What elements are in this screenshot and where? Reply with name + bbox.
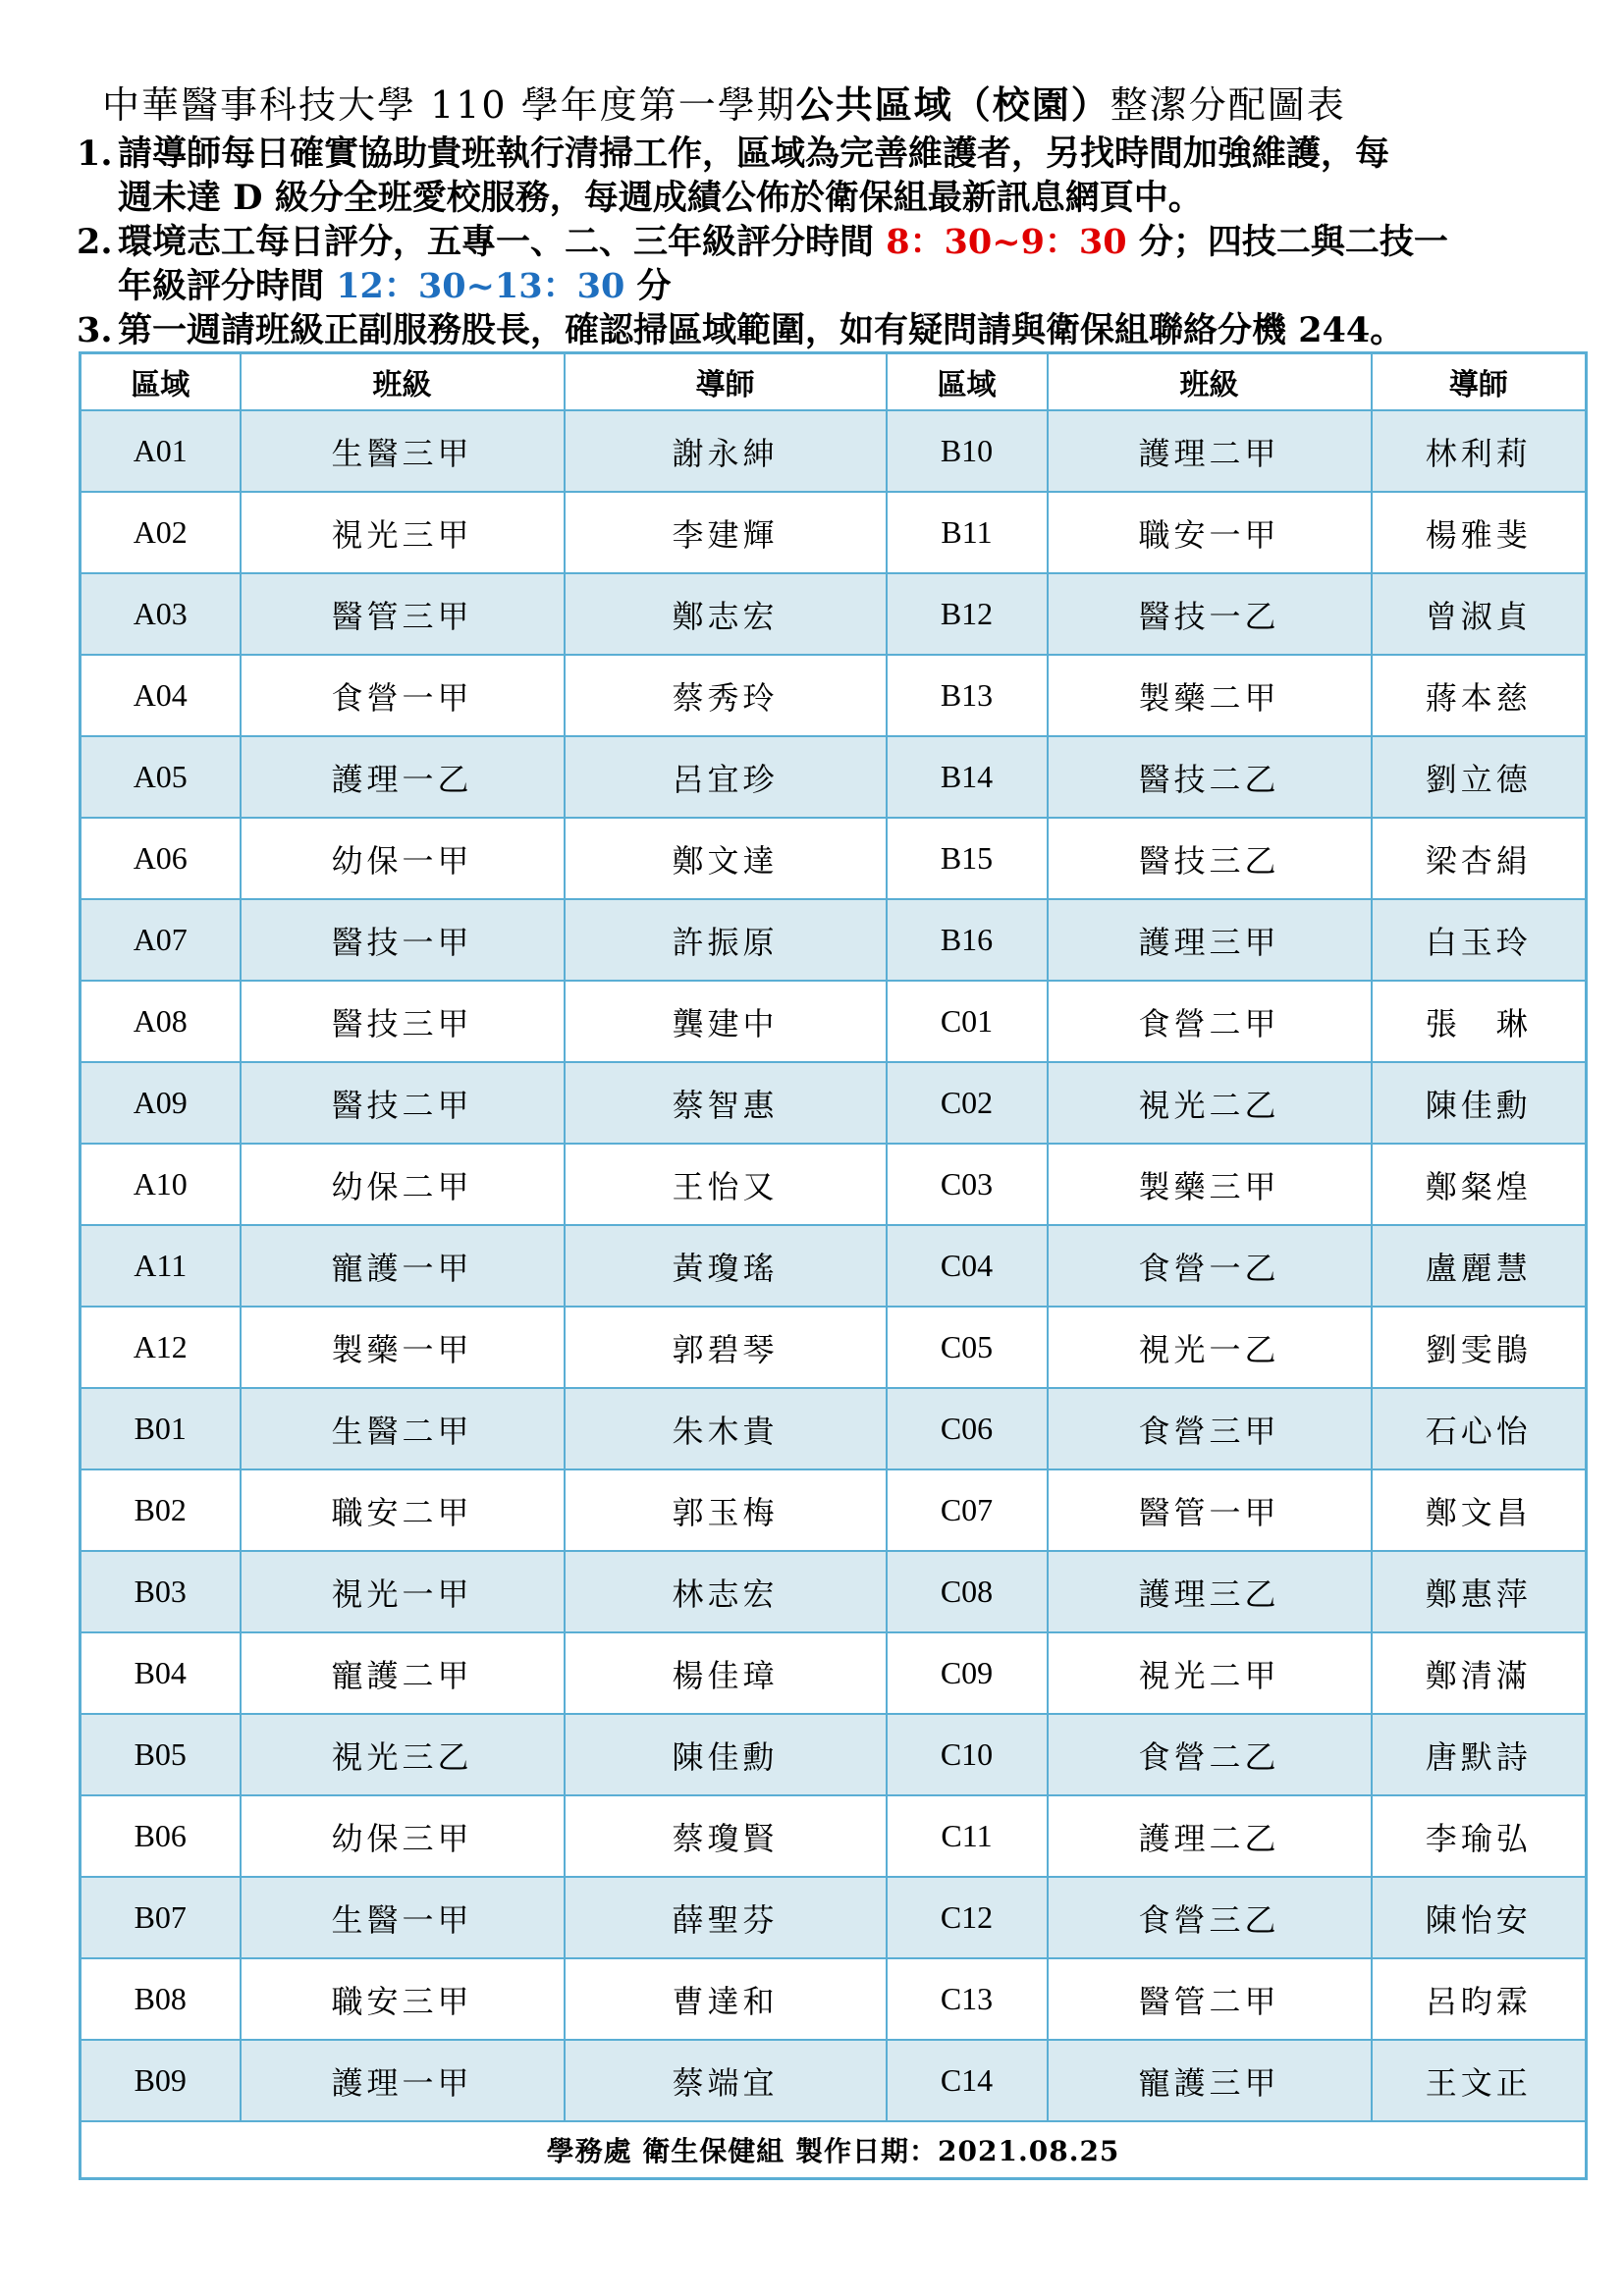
cell-area: A09: [81, 1062, 241, 1144]
cell-teacher: 楊佳璋: [565, 1632, 887, 1714]
header-class: 班級: [241, 353, 565, 411]
cell-teacher: 曹達和: [565, 1958, 887, 2040]
cell-teacher: 呂宜珍: [565, 736, 887, 818]
cell-teacher: 陳佳勳: [565, 1714, 887, 1795]
instruction-text: 分；四技二與二技一: [1126, 222, 1448, 262]
table-row: [81, 1551, 1587, 1632]
cell-class: 視光二甲: [1048, 1632, 1372, 1714]
cell-teacher: 劉立德: [1372, 736, 1587, 818]
cell-teacher: 鄭志宏: [565, 573, 887, 655]
cell-teacher: 唐默詩: [1372, 1714, 1587, 1795]
cell-teacher: 謝永紳: [565, 410, 887, 492]
cell-class: 食營三甲: [1048, 1388, 1372, 1469]
cell-class: 護理二甲: [1048, 410, 1372, 492]
cell-area: B05: [81, 1714, 241, 1795]
cell-class: 食營二甲: [1048, 981, 1372, 1062]
cell-area: B10: [887, 410, 1048, 492]
cell-teacher: 許振原: [565, 899, 887, 981]
cell-area: C12: [887, 1877, 1048, 1958]
cell-teacher: 蔡智惠: [565, 1062, 887, 1144]
cell-teacher: 蔡端宜: [565, 2040, 887, 2121]
cell-class: 食營二乙: [1048, 1714, 1372, 1795]
cell-area: B13: [887, 655, 1048, 736]
cell-class: 製藥二甲: [1048, 655, 1372, 736]
cell-area: B15: [887, 818, 1048, 899]
cell-area: A11: [81, 1225, 241, 1307]
cell-teacher: 盧麗慧: [1372, 1225, 1587, 1307]
cell-class: 護理一乙: [241, 736, 565, 818]
cell-class: 寵護二甲: [241, 1632, 565, 1714]
table-body: [81, 410, 1587, 2121]
cell-teacher: 蔡秀玲: [565, 655, 887, 736]
cell-teacher: 蔣本慈: [1372, 655, 1587, 736]
table-row: [81, 1714, 1587, 1795]
cell-area: C14: [887, 2040, 1048, 2121]
cell-class: 食營一甲: [241, 655, 565, 736]
cell-class: 視光一乙: [1048, 1307, 1372, 1388]
cell-area: C04: [887, 1225, 1048, 1307]
cell-teacher: 鄭清滿: [1372, 1632, 1587, 1714]
table-row: [81, 1877, 1587, 1958]
table-row: [81, 736, 1587, 818]
instruction-number: 3.: [77, 310, 113, 350]
cell-area: C01: [887, 981, 1048, 1062]
cleaning-assignment-table: [79, 351, 1588, 2180]
cell-teacher: 李瑜弘: [1372, 1795, 1587, 1877]
cell-class: 幼保一甲: [241, 818, 565, 899]
cell-area: C03: [887, 1144, 1048, 1225]
cell-area: B02: [81, 1469, 241, 1551]
cell-area: B09: [81, 2040, 241, 2121]
cell-class: 護理二乙: [1048, 1795, 1372, 1877]
cell-area: B04: [81, 1632, 241, 1714]
cell-area: A01: [81, 410, 241, 492]
cell-area: C08: [887, 1551, 1048, 1632]
cell-area: A05: [81, 736, 241, 818]
cell-class: 職安二甲: [241, 1469, 565, 1551]
table-row: [81, 899, 1587, 981]
cell-teacher: 張 琳: [1372, 981, 1587, 1062]
cell-area: A02: [81, 492, 241, 573]
cell-area: B16: [887, 899, 1048, 981]
grading-time-junior: 8：30~9：30: [886, 222, 1127, 262]
instruction-3: [77, 308, 1579, 352]
cell-class: 視光三甲: [241, 492, 565, 573]
table-row: [81, 1632, 1587, 1714]
table-row: [81, 1958, 1587, 2040]
cell-teacher: 薛聖芬: [565, 1877, 887, 1958]
instruction-text: 環境志工每日評分，五專一、二、三年級評分時間: [118, 222, 887, 262]
cell-class: 寵護一甲: [241, 1225, 565, 1307]
cell-area: B08: [81, 1958, 241, 2040]
cell-class: 職安一甲: [1048, 492, 1372, 573]
cell-area: B12: [887, 573, 1048, 655]
cell-teacher: 李建輝: [565, 492, 887, 573]
cell-area: A04: [81, 655, 241, 736]
cell-class: 製藥一甲: [241, 1307, 565, 1388]
cell-class: 寵護三甲: [1048, 2040, 1372, 2121]
cell-area: C09: [887, 1632, 1048, 1714]
cell-class: 幼保三甲: [241, 1795, 565, 1877]
instructions: [77, 132, 1579, 352]
cell-teacher: 鄭惠萍: [1372, 1551, 1587, 1632]
cell-teacher: 郭碧琴: [565, 1307, 887, 1388]
header-area: 區域: [887, 353, 1048, 411]
cell-teacher: 林利莉: [1372, 410, 1587, 492]
table-row: [81, 2040, 1587, 2121]
table-row: [81, 1795, 1587, 1877]
title-emphasis: 公共區域（校園）: [795, 82, 1110, 127]
instruction-1: [77, 132, 1579, 220]
cell-teacher: 林志宏: [565, 1551, 887, 1632]
cell-class: 醫管一甲: [1048, 1469, 1372, 1551]
cell-area: B06: [81, 1795, 241, 1877]
instruction-text: 請導師每日確實協助貴班執行清掃工作，區域為完善維護者，另找時間加強維護，每: [118, 133, 1390, 174]
cell-class: 生醫一甲: [241, 1877, 565, 1958]
header-area: 區域: [81, 353, 241, 411]
cell-area: A06: [81, 818, 241, 899]
cell-area: C06: [887, 1388, 1048, 1469]
table-row: [81, 655, 1587, 736]
cell-class: 視光三乙: [241, 1714, 565, 1795]
cell-class: 醫技二甲: [241, 1062, 565, 1144]
page-title: [102, 82, 1555, 128]
table-footer: 學務處 衛生保健組 製作日期：2021.08.25: [81, 2121, 1587, 2179]
table-row: [81, 1144, 1587, 1225]
table-row: [81, 492, 1587, 573]
cell-class: 製藥三甲: [1048, 1144, 1372, 1225]
cell-area: B11: [887, 492, 1048, 573]
cell-class: 護理三甲: [1048, 899, 1372, 981]
cell-area: C11: [887, 1795, 1048, 1877]
cell-area: A10: [81, 1144, 241, 1225]
cell-area: A08: [81, 981, 241, 1062]
instruction-text: 週未達 D 級分全班愛校服務，每週成績公佈於衛保組最新訊息網頁中。: [118, 178, 1203, 218]
title-prefix: 中華醫事科技大學 110 學年度第一學期: [102, 83, 796, 127]
cell-class: 醫技三甲: [241, 981, 565, 1062]
grading-time-senior: 12：30~13：30: [336, 266, 625, 306]
instruction-text: 年級評分時間: [118, 266, 337, 306]
cell-teacher: 蔡瓊賢: [565, 1795, 887, 1877]
cell-class: 食營一乙: [1048, 1225, 1372, 1307]
cell-teacher: 曾淑貞: [1372, 573, 1587, 655]
cell-area: B14: [887, 736, 1048, 818]
cell-teacher: 鄭文達: [565, 818, 887, 899]
header-teacher: 導師: [1372, 353, 1587, 411]
cell-teacher: 黃瓊瑤: [565, 1225, 887, 1307]
cell-class: 生醫三甲: [241, 410, 565, 492]
cell-area: B07: [81, 1877, 241, 1958]
cell-teacher: 朱木貴: [565, 1388, 887, 1469]
cell-teacher: 石心怡: [1372, 1388, 1587, 1469]
instruction-text: 分: [624, 266, 672, 306]
cell-class: 醫管三甲: [241, 573, 565, 655]
cell-area: C10: [887, 1714, 1048, 1795]
cell-teacher: 陳怡安: [1372, 1877, 1587, 1958]
instruction-line: [118, 264, 1579, 308]
instruction-text: 第一週請班級正副服務股長，確認掃區域範圍，如有疑問請與衛保組聯絡分機 244。: [118, 310, 1405, 350]
cell-class: 醫管二甲: [1048, 1958, 1372, 2040]
table-row: [81, 1307, 1587, 1388]
table-row: [81, 410, 1587, 492]
cell-class: 視光二乙: [1048, 1062, 1372, 1144]
cell-class: 護理三乙: [1048, 1551, 1372, 1632]
cell-class: 醫技一甲: [241, 899, 565, 981]
table-row: [81, 981, 1587, 1062]
cell-teacher: 楊雅斐: [1372, 492, 1587, 573]
cell-teacher: 梁杏絹: [1372, 818, 1587, 899]
cell-teacher: 呂昀霖: [1372, 1958, 1587, 2040]
cell-area: C02: [887, 1062, 1048, 1144]
cell-teacher: 鄭粲煌: [1372, 1144, 1587, 1225]
instruction-number: 2.: [77, 222, 113, 262]
header-class: 班級: [1048, 353, 1372, 411]
cell-teacher: 王文正: [1372, 2040, 1587, 2121]
table-row: [81, 573, 1587, 655]
cell-area: C05: [887, 1307, 1048, 1388]
cell-class: 護理一甲: [241, 2040, 565, 2121]
cell-teacher: 陳佳勳: [1372, 1062, 1587, 1144]
cell-class: 醫技一乙: [1048, 573, 1372, 655]
cell-teacher: 龔建中: [565, 981, 887, 1062]
cell-teacher: 鄭文昌: [1372, 1469, 1587, 1551]
cell-area: B03: [81, 1551, 241, 1632]
table-row: [81, 1469, 1587, 1551]
instruction-2: [77, 220, 1579, 308]
cell-teacher: 郭玉梅: [565, 1469, 887, 1551]
instruction-number: 1.: [77, 133, 113, 174]
cell-class: 醫技二乙: [1048, 736, 1372, 818]
cell-teacher: 劉雯鵑: [1372, 1307, 1587, 1388]
header-teacher: 導師: [565, 353, 887, 411]
cell-area: A12: [81, 1307, 241, 1388]
table-footer-row: [81, 2121, 1587, 2179]
cell-area: A07: [81, 899, 241, 981]
cell-area: A03: [81, 573, 241, 655]
table-row: [81, 1062, 1587, 1144]
cell-class: 幼保二甲: [241, 1144, 565, 1225]
table-header-row: [81, 353, 1587, 411]
cell-class: 食營三乙: [1048, 1877, 1372, 1958]
title-suffix: 整潔分配圖表: [1110, 83, 1346, 127]
table-row: [81, 1225, 1587, 1307]
table-row: [81, 818, 1587, 899]
cell-area: C13: [887, 1958, 1048, 2040]
cell-class: 醫技三乙: [1048, 818, 1372, 899]
cell-class: 視光一甲: [241, 1551, 565, 1632]
cell-class: 職安三甲: [241, 1958, 565, 2040]
cell-teacher: 白玉玲: [1372, 899, 1587, 981]
cell-area: C07: [887, 1469, 1048, 1551]
instruction-line: [118, 220, 1579, 264]
cell-teacher: 王怡又: [565, 1144, 887, 1225]
table-row: [81, 1388, 1587, 1469]
cell-area: B01: [81, 1388, 241, 1469]
cell-class: 生醫二甲: [241, 1388, 565, 1469]
